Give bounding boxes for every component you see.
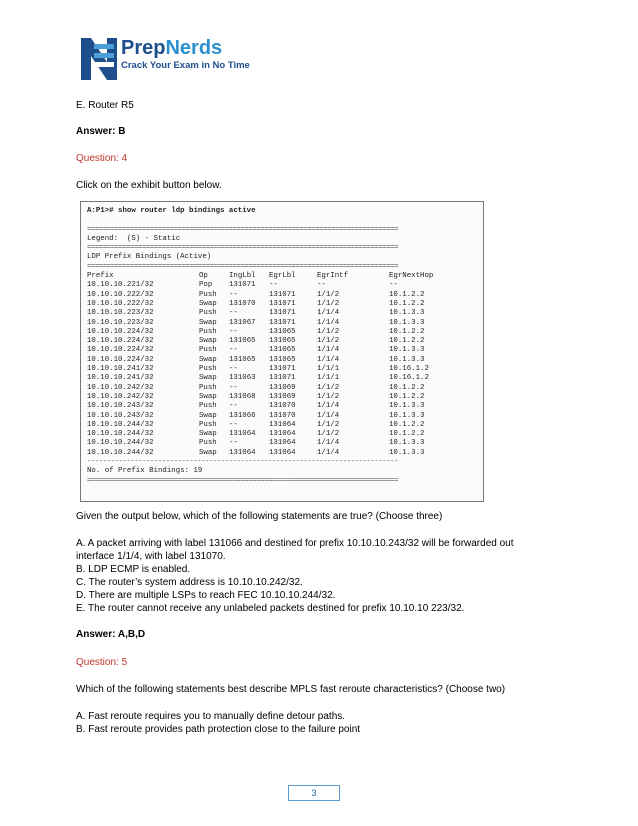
question-4-prompt: Click on the exhibit button below.: [76, 180, 222, 191]
question-4-option-a: A. A packet arriving with label 131066 and destined for prefix 10.10.10.243/32 will be forwarded out: [76, 538, 514, 549]
question-4-option-e: E. The router cannot receive any unlabeled packets destined for prefix 10.10.10 223/32.: [76, 603, 465, 614]
table-cell: 10.10.10.242/32: [87, 392, 154, 401]
table-cell: 1/1/2: [317, 420, 340, 429]
table-row: [87, 430, 449, 439]
brand-nerds: Nerds: [165, 37, 223, 59]
table-cell: 10.1.3.3: [389, 448, 425, 457]
table-cell: Swap: [199, 374, 217, 383]
table-cell: 1/1/1: [317, 365, 340, 374]
table-cell: 1/1/2: [317, 327, 340, 336]
table-row: [87, 384, 449, 393]
table-cell: 131070: [229, 299, 256, 308]
table-cell: 131071: [269, 309, 296, 318]
table-row: [87, 393, 449, 402]
table-cell: 131069: [269, 392, 296, 401]
table-cell: 10.1.2.2: [389, 327, 425, 336]
table-cell: 10.10.10.244/32: [87, 448, 154, 457]
table-cell: 10.1.2.2: [389, 337, 425, 346]
table-cell: 10.10.10.244/32: [87, 420, 154, 429]
table-cell: 1/1/4: [317, 309, 340, 318]
table-row: [87, 281, 449, 290]
table-cell: 10.10.10.241/32: [87, 374, 154, 383]
table-cell: 10.1.3.3: [389, 309, 425, 318]
table-cell: Push: [199, 290, 217, 299]
table-cell: 1/1/2: [317, 430, 340, 439]
table-cell: 10.1.3.3: [389, 355, 425, 364]
exhibit-footer: No. of Prefix Bindings: 19: [87, 467, 203, 476]
table-cell: 131071: [269, 299, 296, 308]
table-cell: 10.1.2.2: [389, 430, 425, 439]
table-cell: Swap: [199, 355, 217, 364]
table-cell: 131065: [269, 327, 296, 336]
prev-option-e: E. Router R5: [76, 100, 134, 111]
table-cell: Swap: [199, 392, 217, 401]
table-cell: 131064: [269, 420, 296, 429]
table-row: [87, 300, 449, 309]
question-5-option-b: B. Fast reroute provides path protection close to the failure point: [76, 724, 361, 735]
table-cell: --: [229, 290, 238, 299]
separator: ===============================================================================: [87, 476, 398, 485]
table-cell: 10.10.10.221/32: [87, 281, 154, 290]
table-cell: 131064: [269, 439, 296, 448]
table-cell: 131064: [269, 430, 296, 439]
table-cell: Push: [199, 439, 217, 448]
table-cell: 1/1/2: [317, 299, 340, 308]
table-cell: 10.10.10.243/32: [87, 411, 154, 420]
table-cell: 131065: [269, 355, 296, 364]
table-cell: --: [229, 346, 238, 355]
table-cell: 131071: [269, 365, 296, 374]
table-cell: 131068: [229, 392, 256, 401]
table-cell: Push: [199, 365, 217, 374]
table-row: [87, 439, 449, 448]
table-cell: 1/1/2: [317, 383, 340, 392]
table-cell: 131070: [269, 411, 296, 420]
table-cell: 131064: [269, 448, 296, 457]
table-cell: Swap: [199, 448, 217, 457]
table-cell: 10.16.1.2: [389, 374, 429, 383]
table-cell: 10.1.3.3: [389, 346, 425, 355]
table-row: [87, 309, 449, 318]
table-cell: 10.10.10.222/32: [87, 299, 154, 308]
table-row: [87, 402, 449, 411]
table-cell: 131067: [229, 318, 256, 327]
table-cell: Push: [199, 327, 217, 336]
page-number: 3: [288, 785, 340, 801]
table-cell: Pop: [199, 281, 213, 290]
table-row: [87, 365, 449, 374]
table-cell: --: [229, 309, 238, 318]
question-4-option-a-cont: interface 1/1/4, with label 131070.: [76, 551, 226, 562]
table-cell: 131065: [269, 337, 296, 346]
column-header: IngLbl: [229, 272, 256, 281]
table-cell: Push: [199, 420, 217, 429]
table-cell: 131071: [229, 281, 256, 290]
table-cell: 131064: [229, 430, 256, 439]
question-5-option-a: A. Fast reroute requires you to manually define detour paths.: [76, 711, 346, 722]
table-cell: 10.1.3.3: [389, 402, 425, 411]
column-header: EgrNextHop: [389, 272, 434, 281]
question-4-heading: Question: 4: [76, 153, 128, 164]
table-cell: --: [229, 383, 238, 392]
separator: ===============================================================================: [87, 225, 398, 234]
table-cell: --: [389, 281, 398, 290]
table-cell: 131070: [269, 402, 296, 411]
prev-answer: Answer: B: [76, 126, 126, 137]
separator: ===============================================================================: [87, 262, 398, 271]
column-header: EgrLbl: [269, 272, 296, 281]
table-cell: 10.10.10.223/32: [87, 309, 154, 318]
table-row: [87, 346, 449, 355]
table-cell: Swap: [199, 318, 217, 327]
table-cell: 10.10.10.224/32: [87, 327, 154, 336]
brand-tagline: Crack Your Exam in No Time: [121, 60, 250, 71]
table-cell: 10.1.2.2: [389, 392, 425, 401]
table-cell: Swap: [199, 337, 217, 346]
table-cell: 10.1.2.2: [389, 383, 425, 392]
brand-prep: Prep: [121, 37, 166, 59]
separator: ===============================================================================: [87, 244, 398, 253]
table-row: [87, 449, 449, 458]
table-cell: --: [317, 281, 326, 290]
table-cell: 10.10.10.224/32: [87, 337, 154, 346]
question-4-option-b: B. LDP ECMP is enabled.: [76, 564, 191, 575]
table-cell: Swap: [199, 299, 217, 308]
logo-n-icon: [79, 36, 119, 82]
question-4-stem: Given the output below, which of the following statements are true? (Choose three): [76, 511, 443, 522]
table-cell: 1/1/4: [317, 411, 340, 420]
table-cell: 10.1.3.3: [389, 318, 425, 327]
table-cell: --: [269, 281, 278, 290]
table-cell: 131065: [229, 355, 256, 364]
table-row: [87, 412, 449, 421]
table-cell: 1/1/2: [317, 290, 340, 299]
column-header: EgrIntf: [317, 272, 349, 281]
question-5-heading: Question: 5: [76, 657, 128, 668]
table-row: [87, 337, 449, 346]
table-cell: 1/1/4: [317, 448, 340, 457]
table-cell: 131065: [229, 337, 256, 346]
table-cell: --: [229, 420, 238, 429]
exhibit-command: A:P1># show router ldp bindings active: [87, 207, 256, 215]
table-row: [87, 356, 449, 365]
table-cell: 1/1/1: [317, 374, 340, 383]
table-cell: 10.10.10.243/32: [87, 402, 154, 411]
table-cell: Swap: [199, 411, 217, 420]
table-cell: Swap: [199, 430, 217, 439]
table-cell: 1/1/4: [317, 439, 340, 448]
table-row: [87, 291, 449, 300]
exhibit-terminal-output: [80, 201, 484, 502]
table-cell: 131069: [269, 383, 296, 392]
table-header-row: [87, 272, 449, 281]
table-cell: 131063: [229, 374, 256, 383]
table-cell: 10.10.10.244/32: [87, 439, 154, 448]
exhibit-section-title: LDP Prefix Bindings (Active): [87, 253, 212, 262]
table-cell: Push: [199, 309, 217, 318]
table-cell: 10.1.2.2: [389, 420, 425, 429]
table-cell: 10.16.1.2: [389, 365, 429, 374]
table-cell: --: [229, 365, 238, 374]
table-cell: 131071: [269, 318, 296, 327]
table-cell: 10.1.2.2: [389, 290, 425, 299]
table-cell: Push: [199, 346, 217, 355]
table-cell: Push: [199, 402, 217, 411]
table-cell: 10.10.10.224/32: [87, 355, 154, 364]
table-cell: 10.1.3.3: [389, 439, 425, 448]
table-cell: 131066: [229, 411, 256, 420]
table-cell: 131065: [269, 346, 296, 355]
column-header: Prefix: [87, 272, 114, 281]
question-4-option-d: D. There are multiple LSPs to reach FEC 10.10.10.244/32.: [76, 590, 336, 601]
table-cell: Push: [199, 383, 217, 392]
table-cell: --: [229, 402, 238, 411]
table-cell: 10.10.10.224/32: [87, 346, 154, 355]
table-cell: 10.10.10.222/32: [87, 290, 154, 299]
table-cell: 10.1.2.2: [389, 299, 425, 308]
exhibit-legend: Legend: (S) - Static: [87, 234, 181, 243]
separator: -------------------------------------------------------------------------------: [87, 458, 398, 467]
table-cell: 10.10.10.241/32: [87, 365, 154, 374]
table-cell: 10.10.10.242/32: [87, 383, 154, 392]
table-row: [87, 421, 449, 430]
table-cell: 131071: [269, 290, 296, 299]
column-header: Op: [199, 272, 208, 281]
table-cell: 1/1/4: [317, 318, 340, 327]
table-row: [87, 374, 449, 383]
prepnerds-logo: [79, 36, 279, 84]
question-5-stem: Which of the following statements best describe MPLS fast reroute characteristics? (Choose two): [76, 684, 506, 695]
table-cell: 1/1/4: [317, 355, 340, 364]
table-cell: 1/1/4: [317, 346, 340, 355]
table-cell: --: [229, 327, 238, 336]
table-cell: 1/1/2: [317, 337, 340, 346]
table-cell: 10.10.10.223/32: [87, 318, 154, 327]
table-cell: 1/1/4: [317, 402, 340, 411]
bindings-table: [87, 272, 449, 458]
table-cell: 1/1/2: [317, 392, 340, 401]
table-cell: 131064: [229, 448, 256, 457]
table-cell: 10.1.3.3: [389, 411, 425, 420]
table-row: [87, 328, 449, 337]
table-cell: --: [229, 439, 238, 448]
table-cell: 10.10.10.244/32: [87, 430, 154, 439]
table-row: [87, 319, 449, 328]
question-4-answer: Answer: A,B,D: [76, 629, 146, 640]
table-cell: 131071: [269, 374, 296, 383]
question-4-option-c: C. The router’s system address is 10.10.10.242/32.: [76, 577, 303, 588]
